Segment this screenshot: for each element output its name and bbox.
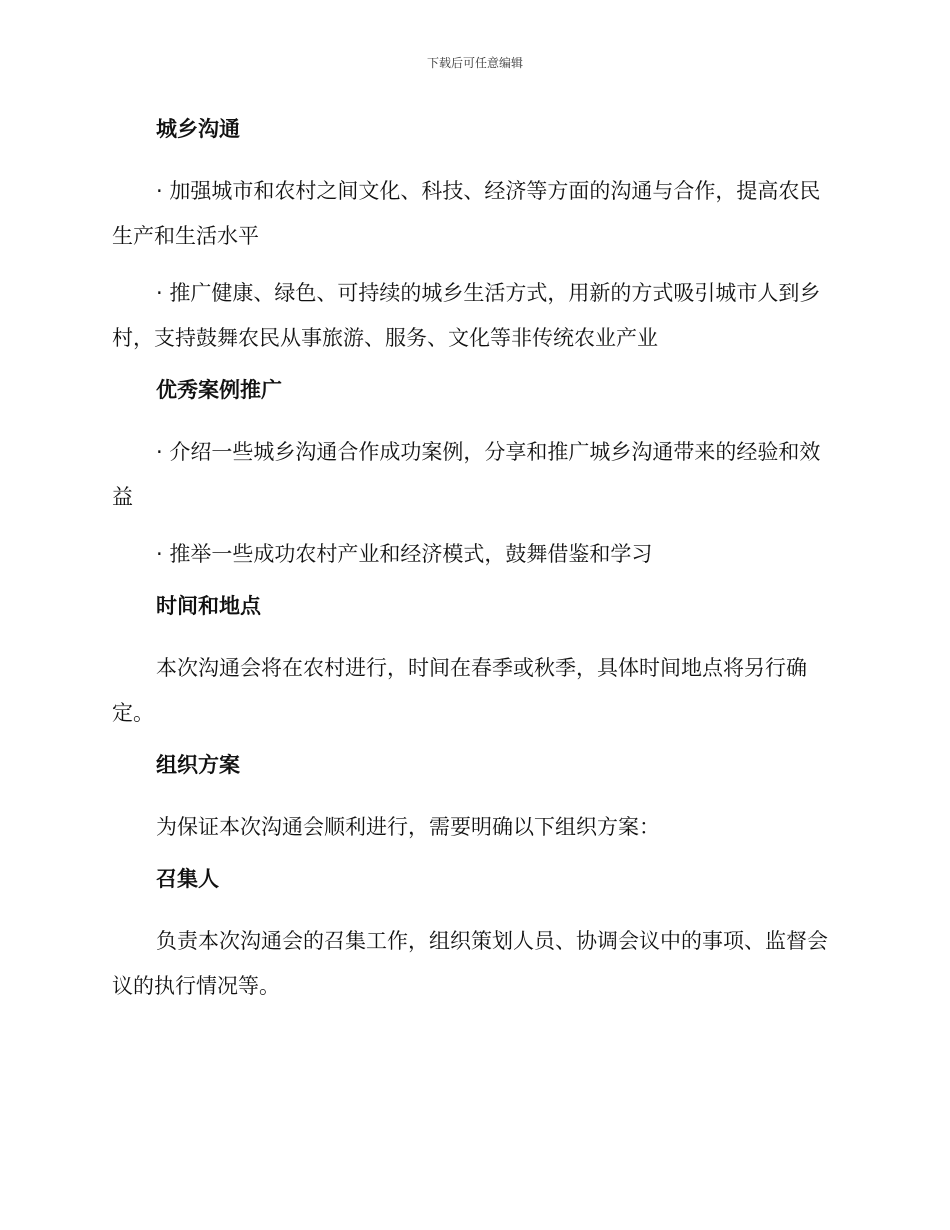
section-heading-urban-rural: 城乡沟通 bbox=[156, 117, 240, 141]
bullet-paragraph: · 介绍一些城乡沟通合作成功案例，分享和推广城乡沟通带来的经验和效益 bbox=[112, 440, 821, 509]
section-heading-convener: 召集人 bbox=[156, 867, 219, 891]
bullet-paragraph: · 加强城市和农村之间文化、科技、经济等方面的沟通与合作，提高农民生产和生活水平 bbox=[112, 179, 821, 248]
body-paragraph: 本次沟通会将在农村进行，时间在春季或秋季，具体时间地点将另行确定。 bbox=[112, 656, 807, 725]
body-paragraph: 负责本次沟通会的召集工作，组织策划人员、协调会议中的事项、监督会议的执行情况等。 bbox=[112, 929, 828, 998]
section-heading-organization: 组织方案 bbox=[156, 753, 240, 777]
bullet-paragraph: · 推举一些成功农村产业和经济模式，鼓舞借鉴和学习 bbox=[156, 542, 653, 566]
bullet-paragraph: · 推广健康、绿色、可持续的城乡生活方式，用新的方式吸引城市人到乡村，支持鼓舞农民从事旅游、服务、文化等非传统农业产业 bbox=[112, 281, 821, 350]
page-header-note: 下载后可任意编辑 bbox=[426, 56, 523, 70]
document-body bbox=[112, 112, 832, 1021]
section-heading-case-promotion: 优秀案例推广 bbox=[156, 378, 282, 402]
body-paragraph: 为保证本次沟通会顺利进行，需要明确以下组织方案： bbox=[156, 815, 660, 839]
section-heading-time-place: 时间和地点 bbox=[156, 594, 261, 618]
